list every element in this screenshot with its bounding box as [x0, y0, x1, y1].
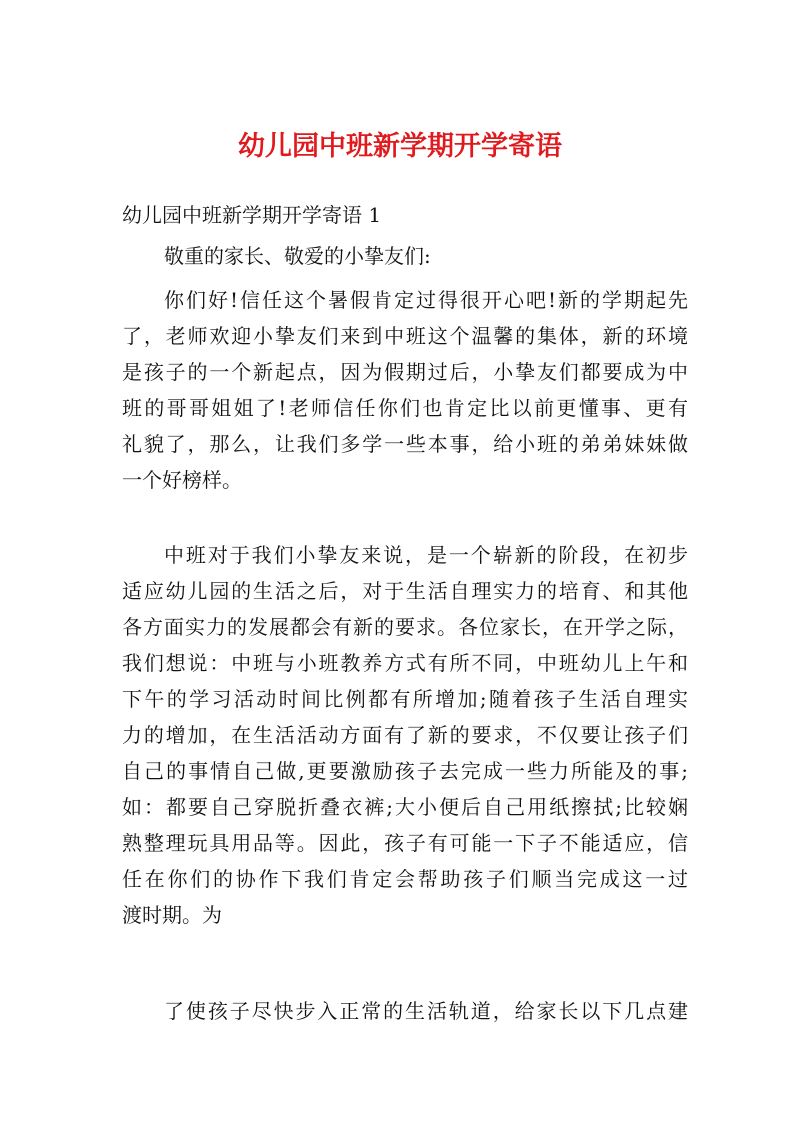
paragraph-line: 熟整理玩具用品等。因此，孩子有可能一下子不能适应，信: [122, 831, 688, 855]
paragraph-2: [122, 537, 688, 933]
paragraph-1: [122, 282, 688, 498]
paragraph-line: 下午的学习活动时间比例都有所增加;随着孩子生活自理实: [122, 687, 688, 711]
paragraph-line: 任在你们的协作下我们肯定会帮助孩子们顺当完成这一过: [122, 867, 688, 891]
greeting-paragraph: [122, 238, 688, 274]
paragraph-line: 了使孩子尽快步入正常的生活轨道，给家长以下几点建: [164, 999, 688, 1023]
paragraph-line: 适应幼儿园的生活之后，对于生活自理实力的培育、和其他: [122, 579, 688, 603]
paragraph-line: 如：都要自己穿脱折叠衣裤;大小便后自己用纸擦拭;比较娴: [122, 795, 688, 819]
paragraph-line: 渡时期。为: [122, 903, 222, 927]
paragraph-line: 一个好榜样。: [122, 468, 242, 492]
paragraph-line: 各方面实力的发展都会有新的要求。各位家长，在开学之际，: [122, 615, 688, 639]
paragraph-line: 礼貌了，那么，让我们多学一些本事，给小班的弟弟妹妹做: [122, 432, 688, 456]
greeting-line: 敬重的家长、敬爱的小挚友们:: [164, 244, 431, 268]
paragraph-3: [122, 993, 688, 1029]
document-title: 幼儿园中班新学期开学寄语: [238, 131, 562, 162]
paragraph-line: 自己的事情自己做,更要激励孩子去完成一些力所能及的事;: [122, 759, 688, 783]
paragraph-line: 班的哥哥姐姐了!老师信任你们也肯定比以前更懂事、更有: [122, 396, 688, 420]
paragraph-line: 你们好!信任这个暑假肯定过得很开心吧!新的学期起先: [164, 288, 688, 312]
paragraph-line: 我们想说：中班与小班教养方式有所不同，中班幼儿上午和: [122, 651, 688, 675]
paragraph-line: 力的增加，在生活活动方面有了新的要求，不仅要让孩子们: [122, 723, 688, 747]
paragraph-line: 了，老师欢迎小挚友们来到中班这个温馨的集体，新的环境: [122, 324, 688, 348]
paragraph-line: 中班对于我们小挚友来说，是一个崭新的阶段，在初步: [164, 543, 688, 567]
section-heading: 幼儿园中班新学期开学寄语 1: [122, 203, 382, 227]
paragraph-line: 是孩子的一个新起点，因为假期过后，小挚友们都要成为中: [122, 360, 688, 384]
